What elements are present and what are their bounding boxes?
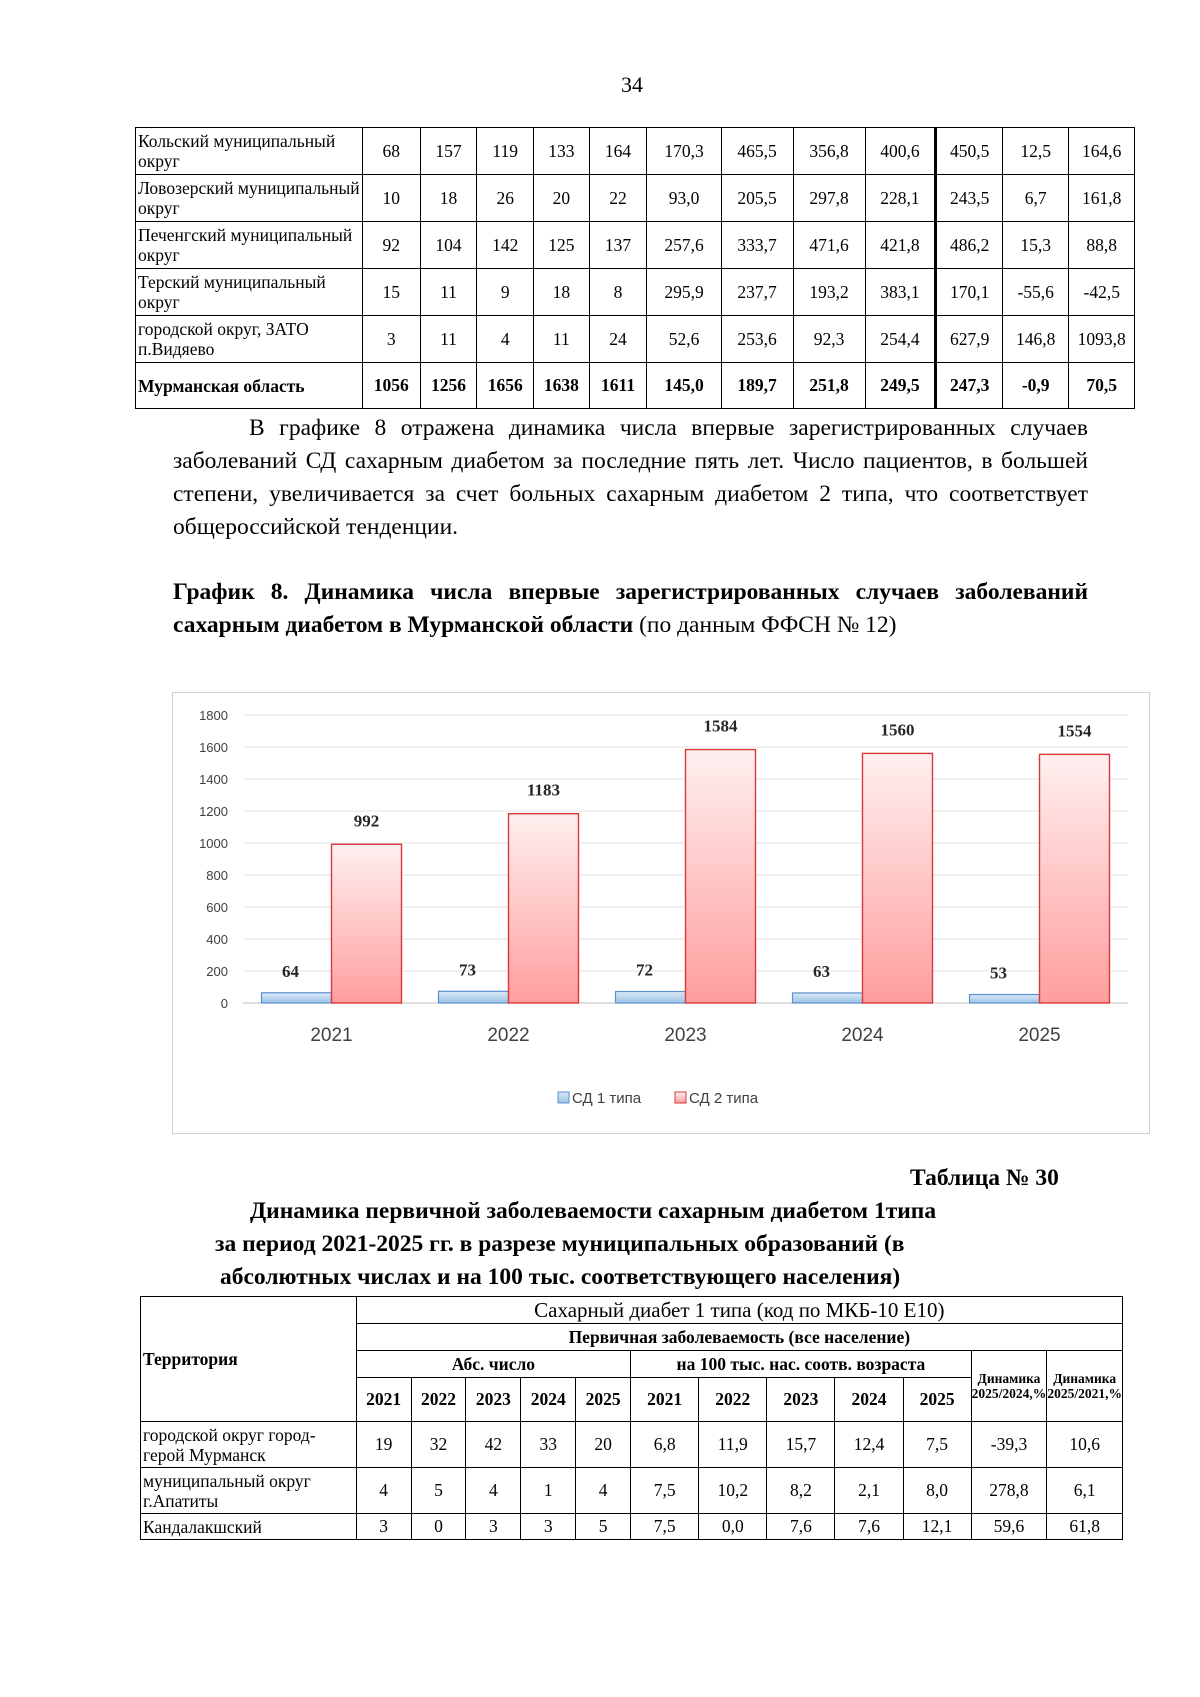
data-label-sd1: 53: [990, 963, 1007, 983]
table30-title-line2: за период 2021-2025 гг. в разрезе муниципальных образований (в: [215, 1231, 905, 1257]
table-cell: 1638: [534, 363, 590, 409]
data-label-sd2: 1560: [880, 720, 915, 740]
table-cell: 59,6: [971, 1514, 1047, 1540]
table-row: [141, 1468, 1123, 1514]
row-territory: городской округ, ЗАТО п.Видяево: [136, 316, 363, 363]
bar-sd1: [616, 991, 686, 1003]
legend-swatch: [558, 1092, 569, 1103]
header-year: 2023: [466, 1378, 521, 1422]
header-year: 2022: [411, 1378, 466, 1422]
table-cell: 92: [362, 222, 420, 269]
table-cell: 146,8: [1002, 316, 1069, 363]
header-dynamics-2025-2024: Динамика 2025/2024,%: [971, 1351, 1047, 1422]
table30-title-line3: абсолютных числах и на 100 тыс. соответствующего населения): [220, 1264, 901, 1290]
data-label-sd2: 992: [353, 811, 380, 831]
y-tick-label: 1800: [199, 708, 228, 723]
header-primary: Первичная заболеваемость (все население): [356, 1324, 1122, 1351]
table-cell: 133: [534, 128, 590, 175]
table-cell: 1056: [362, 363, 420, 409]
table-cell: 104: [420, 222, 477, 269]
data-label-sd2: 1554: [1057, 721, 1092, 741]
table-cell: -55,6: [1002, 269, 1069, 316]
table-cell: 12,4: [835, 1422, 903, 1468]
header-year: 2024: [521, 1378, 576, 1422]
row-territory: Кандалакшский: [141, 1514, 357, 1540]
table-cell: 7,6: [835, 1514, 903, 1540]
bar-sd2: [509, 814, 579, 1003]
header-year: 2023: [767, 1378, 835, 1422]
table-cell: 125: [534, 222, 590, 269]
table-cell: 3: [362, 316, 420, 363]
table-cell: 450,5: [936, 128, 1003, 175]
table-cell: 465,5: [721, 128, 793, 175]
table-cell: 9: [477, 269, 534, 316]
graph-caption-source: (по данным ФФСН № 12): [633, 612, 897, 638]
table-cell: 8,2: [767, 1468, 835, 1514]
bar-sd1: [439, 991, 509, 1003]
header-dynamics-2025-2021: Динамика 2025/2021,%: [1047, 1351, 1123, 1422]
table-cell: 61,8: [1047, 1514, 1123, 1540]
x-tick-label: 2024: [841, 1025, 884, 1046]
legend-label: СД 1 типа: [572, 1090, 642, 1107]
table-cell: 11: [420, 269, 477, 316]
table-cell: 20: [534, 175, 590, 222]
x-tick-label: 2021: [310, 1025, 353, 1046]
table-cell: 11: [420, 316, 477, 363]
data-label-sd2: 1584: [703, 716, 738, 736]
paragraph-graph8-description: В графике 8 отражена динамика числа впервые зарегистрированных случаев заболеваний СД сахарным диабетом за последние пять лет. Число пациентов, в большей степени, увеличивается за счет больных сахарным диабетом 2 типа, что соответствует общероссийской тенденции.: [173, 415, 1088, 540]
table-cell: 0,0: [699, 1514, 767, 1540]
table-cell: 5: [411, 1468, 466, 1514]
table-cell: 24: [589, 316, 647, 363]
table-cell: 92,3: [793, 316, 865, 363]
table-cell: 254,4: [865, 316, 936, 363]
header-year: 2025: [903, 1378, 971, 1422]
table-cell: 8,0: [903, 1468, 971, 1514]
bar-sd1: [793, 993, 863, 1003]
table-cell: 278,8: [971, 1468, 1047, 1514]
table-cell: 3: [466, 1514, 521, 1540]
table-cell: 4: [477, 316, 534, 363]
table-row: [136, 222, 1135, 269]
table-cell: 333,7: [721, 222, 793, 269]
header-abs: Абс. число: [356, 1351, 630, 1378]
x-tick-label: 2025: [1018, 1025, 1061, 1046]
table-cell: 7,5: [631, 1468, 699, 1514]
header-disease: Сахарный диабет 1 типа (код по МКБ-10 Е10): [356, 1297, 1122, 1324]
table-cell: 1: [521, 1468, 576, 1514]
table-row: [136, 175, 1135, 222]
table-row: [136, 316, 1135, 363]
table-cell: 6,8: [631, 1422, 699, 1468]
table-cell: 12,1: [903, 1514, 971, 1540]
table-cell: 243,5: [936, 175, 1003, 222]
header-year: 2025: [576, 1378, 631, 1422]
table-cell: 145,0: [647, 363, 721, 409]
table-cell: 1611: [589, 363, 647, 409]
data-label-sd2: 1183: [526, 780, 561, 800]
table-cell: 247,3: [936, 363, 1003, 409]
table-cell: 19: [356, 1422, 411, 1468]
table-cell: 189,7: [721, 363, 793, 409]
table-cell: -0,9: [1002, 363, 1069, 409]
table30: [140, 1296, 1123, 1540]
table-cell: 18: [420, 175, 477, 222]
table-cell: 170,1: [936, 269, 1003, 316]
header-year: 2022: [699, 1378, 767, 1422]
table-cell: 26: [477, 175, 534, 222]
table-cell: 5: [576, 1514, 631, 1540]
y-tick-label: 1200: [199, 804, 228, 819]
graph-caption-bold: График 8. Динамика числа впервые зарегистрированных случаев заболеваний сахарным диабетом в Мурманской области: [173, 579, 1088, 638]
table-row: [141, 1422, 1123, 1468]
data-label-sd1: 64: [282, 961, 299, 981]
table-cell: 12,5: [1002, 128, 1069, 175]
row-territory: Ловозерский муниципальный округ: [136, 175, 363, 222]
data-label-sd1: 72: [636, 960, 653, 980]
header-per100k: на 100 тыс. нас. соотв. возраста: [631, 1351, 972, 1378]
header-territory: Территория: [141, 1297, 357, 1422]
page-number: 34: [621, 72, 643, 97]
header-year: 2021: [356, 1378, 411, 1422]
table-cell: 1656: [477, 363, 534, 409]
table-cell: 7,6: [767, 1514, 835, 1540]
bar-sd2: [1040, 754, 1110, 1003]
row-territory: городской округ город-герой Мурманск: [141, 1422, 357, 1468]
table-cell: 20: [576, 1422, 631, 1468]
y-tick-label: 1400: [199, 772, 228, 787]
header-year: 2021: [631, 1378, 699, 1422]
table-cell: 205,5: [721, 175, 793, 222]
bar-sd1: [262, 993, 332, 1003]
table-cell: 295,9: [647, 269, 721, 316]
table-cell: 356,8: [793, 128, 865, 175]
table-cell: 6,1: [1047, 1468, 1123, 1514]
table-cell: 4: [356, 1468, 411, 1514]
table-cell: 2,1: [835, 1468, 903, 1514]
table-cell: 3: [521, 1514, 576, 1540]
y-tick-label: 0: [220, 996, 228, 1011]
table-cell: 161,8: [1069, 175, 1135, 222]
table-cell: 7,5: [903, 1422, 971, 1468]
table-cell: 8: [589, 269, 647, 316]
table-cell: 142: [477, 222, 534, 269]
table-cell: 257,6: [647, 222, 721, 269]
table-cell: 11: [534, 316, 590, 363]
bar-sd2: [686, 750, 756, 1003]
table-cell: 137: [589, 222, 647, 269]
data-label-sd1: 73: [459, 960, 476, 980]
table-cell: 1093,8: [1069, 316, 1135, 363]
table-cell: 237,7: [721, 269, 793, 316]
bar-chart: [172, 692, 1150, 1134]
graph-caption: [173, 576, 1088, 642]
table-cell: 400,6: [865, 128, 936, 175]
y-tick-label: 200: [206, 964, 228, 979]
y-tick-label: 1000: [199, 836, 228, 851]
table-cell: 421,8: [865, 222, 936, 269]
table-cell: 3: [356, 1514, 411, 1540]
table-cell: 251,8: [793, 363, 865, 409]
table-cell: 170,3: [647, 128, 721, 175]
table-cell: 68: [362, 128, 420, 175]
y-tick-label: 400: [206, 932, 228, 947]
table-cell: 627,9: [936, 316, 1003, 363]
row-territory: Печенгский муниципальный округ: [136, 222, 363, 269]
bar-sd1: [970, 995, 1040, 1003]
row-territory: Мурманская область: [136, 363, 363, 409]
table-cell: 33: [521, 1422, 576, 1468]
y-tick-label: 1600: [199, 740, 228, 755]
table-row: [136, 269, 1135, 316]
table-cell: 0: [411, 1514, 466, 1540]
table-cell: 157: [420, 128, 477, 175]
table-cell: 52,6: [647, 316, 721, 363]
table-cell: 10: [362, 175, 420, 222]
y-tick-label: 600: [206, 900, 228, 915]
table-cell: 164,6: [1069, 128, 1135, 175]
table-cell: 1256: [420, 363, 477, 409]
table-cell: 486,2: [936, 222, 1003, 269]
table-cell: 22: [589, 175, 647, 222]
bar-sd2: [332, 844, 402, 1003]
x-tick-label: 2023: [664, 1025, 707, 1046]
table-cell: 4: [466, 1468, 521, 1514]
table-cell: 297,8: [793, 175, 865, 222]
table-cell: 11,9: [699, 1422, 767, 1468]
table-cell: 164: [589, 128, 647, 175]
table-row: [141, 1514, 1123, 1540]
table30-title-line1: Динамика первичной заболеваемости сахарным диабетом 1типа: [250, 1198, 937, 1224]
table-cell: 15,3: [1002, 222, 1069, 269]
table-cell: 119: [477, 128, 534, 175]
table-cell: 7,5: [631, 1514, 699, 1540]
table-cell: 18: [534, 269, 590, 316]
table-cell: 4: [576, 1468, 631, 1514]
header-year: 2024: [835, 1378, 903, 1422]
table-cell: 88,8: [1069, 222, 1135, 269]
bar-sd2: [863, 753, 933, 1003]
row-territory: Кольский муниципальный округ: [136, 128, 363, 175]
table-cell: -39,3: [971, 1422, 1047, 1468]
table-cell: 93,0: [647, 175, 721, 222]
table-cell: 10,6: [1047, 1422, 1123, 1468]
table-cell: 70,5: [1069, 363, 1135, 409]
table-cell: 383,1: [865, 269, 936, 316]
table-cell: 32: [411, 1422, 466, 1468]
row-territory: муниципальный округ г.Апатиты: [141, 1468, 357, 1514]
table-cell: 249,5: [865, 363, 936, 409]
x-tick-label: 2022: [487, 1025, 530, 1046]
table30-number: Таблица № 30: [910, 1165, 1059, 1191]
row-territory: Терский муниципальный округ: [136, 269, 363, 316]
data-label-sd1: 63: [813, 961, 830, 981]
table-total-row: [136, 363, 1135, 409]
table-cell: 228,1: [865, 175, 936, 222]
table-row: [136, 128, 1135, 175]
table-cell: 253,6: [721, 316, 793, 363]
table-cell: 15,7: [767, 1422, 835, 1468]
legend-label: СД 2 типа: [689, 1090, 759, 1107]
table-cell: -42,5: [1069, 269, 1135, 316]
table-cell: 193,2: [793, 269, 865, 316]
table-cell: 15: [362, 269, 420, 316]
table-cell: 10,2: [699, 1468, 767, 1514]
table-cell: 471,6: [793, 222, 865, 269]
previous-table: [135, 127, 1135, 409]
y-tick-label: 800: [206, 868, 228, 883]
legend-swatch: [675, 1092, 686, 1103]
table-cell: 6,7: [1002, 175, 1069, 222]
table-cell: 42: [466, 1422, 521, 1468]
chart-canvas: [173, 693, 1149, 1133]
